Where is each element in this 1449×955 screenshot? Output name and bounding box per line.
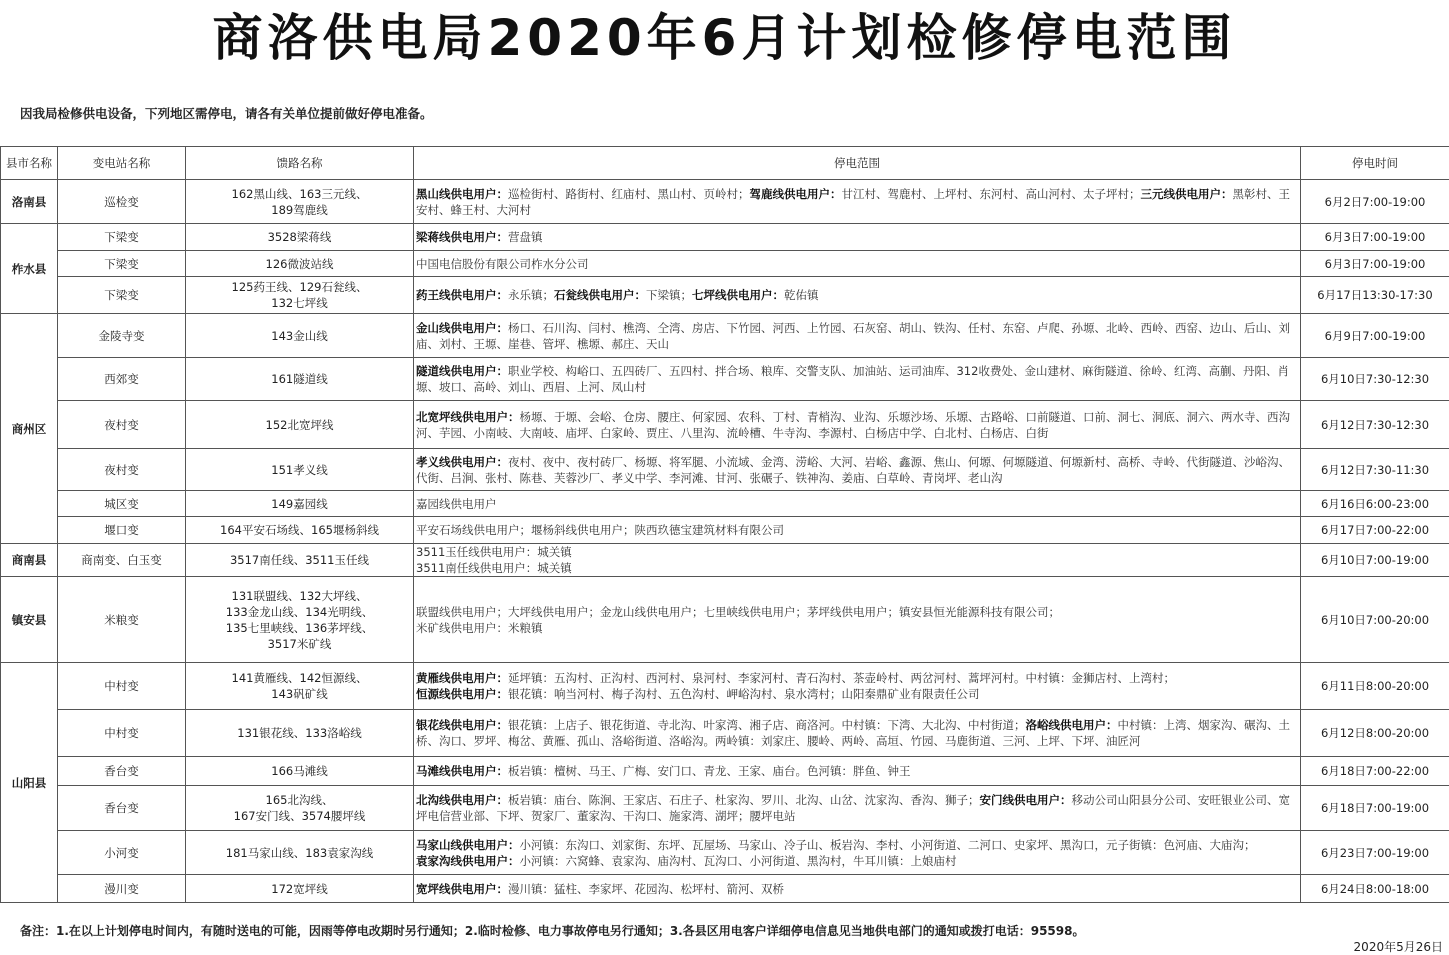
feeder-cell (186, 358, 414, 401)
feeder-line: 131联盟线、132大坪线、 (188, 588, 411, 604)
county-cell: 柞水县 (1, 224, 58, 314)
feeder-line: 166马滩线 (188, 763, 411, 779)
feeder-cell (186, 517, 414, 544)
scope-cell (414, 358, 1301, 401)
table-body (1, 180, 1449, 903)
feeder-line: 164平安石场线、165堰杨斜线 (188, 522, 411, 538)
scope-label: 隧道线供电用户： (416, 364, 508, 378)
scope-label: 安门线供电用户： (980, 793, 1072, 807)
scope-text: 甘江村、驾鹿村、上坪村、东河村、高山河村、太子坪村； (842, 187, 1141, 201)
time-cell: 6月16日6:00-23:00 (1301, 491, 1449, 517)
scope-cell (414, 180, 1301, 224)
scope-label: 马滩线供电用户： (416, 764, 508, 778)
table-row (1, 314, 1449, 358)
table-row (1, 786, 1449, 831)
table-row (1, 875, 1449, 903)
feeder-line: 152北宽坪线 (188, 417, 411, 433)
feeder-cell (186, 831, 414, 875)
county-cell: 商州区 (1, 314, 58, 544)
table-row (1, 577, 1449, 663)
scope-cell (414, 277, 1301, 314)
time-cell: 6月17日13:30-17:30 (1301, 277, 1449, 314)
feeder-line: 3517南任线、3511玉任线 (188, 552, 411, 568)
scope-cell (414, 491, 1301, 517)
scope-text: 漫川镇：猛柱、李家坪、花园沟、松坪村、箭河、双桥 (508, 882, 784, 896)
scope-cell (414, 314, 1301, 358)
time-cell: 6月12日7:30-11:30 (1301, 449, 1449, 491)
substation-cell: 夜村变 (58, 449, 186, 491)
scope-text: 联盟线供电用户；大坪线供电用户；金龙山线供电用户；七里峡线供电用户；茅坪线供电用户；镇安县恒光能源科技有限公司； (416, 605, 1060, 619)
scope-label: 药王线供电用户： (416, 288, 508, 302)
feeder-line: 149嘉园线 (188, 496, 411, 512)
county-cell: 山阳县 (1, 663, 58, 903)
scope-text: 夜村、夜中、夜村砖厂、杨塬、将军腿、小流域、金湾、涝峪、大河、岩峪、鑫源、焦山、何塬、何塬隧道、何塬新村、高桥、寺岭、代街隧道、沙峪沟、代街、吕涧、张村、陈巷、芙蓉沙厂、孝义中学、李河滩、甘河、张碾子、铁神沟、姜庙、白草岭、青岗坪、老山沟 (416, 455, 1290, 485)
time-cell: 6月10日7:00-20:00 (1301, 577, 1449, 663)
feeder-cell (186, 710, 414, 757)
scope-cell (414, 224, 1301, 251)
intro-text: 因我局检修供电设备，下列地区需停电，请各有关单位提前做好停电准备。 (20, 104, 433, 122)
substation-cell: 堰口变 (58, 517, 186, 544)
substation-cell: 夜村变 (58, 401, 186, 449)
scope-label: 银花线供电用户： (416, 718, 508, 732)
time-cell: 6月11日8:00-20:00 (1301, 663, 1449, 710)
table-row (1, 757, 1449, 786)
feeder-cell (186, 577, 414, 663)
feeder-line: 132七坪线 (188, 295, 411, 311)
feeder-cell (186, 449, 414, 491)
feeder-line: 165北沟线、 (188, 792, 411, 808)
time-cell: 6月3日7:00-19:00 (1301, 224, 1449, 251)
scope-cell (414, 875, 1301, 903)
scope-cell (414, 401, 1301, 449)
feeder-line: 143矾矿线 (188, 686, 411, 702)
scope-text: 黑彰村、王安村、蜂王村、大河村 (416, 187, 1290, 217)
scope-text: 3511南任线供电用户：城关镇 (416, 561, 572, 575)
feeder-cell (186, 875, 414, 903)
scope-cell (414, 577, 1301, 663)
time-cell: 6月23日7:00-19:00 (1301, 831, 1449, 875)
scope-text: 小河镇：东沟口、刘家街、东坪、瓦屋场、马家山、冷子山、板岩沟、李村、小河街道、二河口、史家坪、黑沟口，元子街镇：色河庙、大庙沟； (520, 838, 1256, 852)
time-cell: 6月12日8:00-20:00 (1301, 710, 1449, 757)
scope-label: 梁蒋线供电用户： (416, 230, 508, 244)
scope-text: 米矿线供电用户：米粮镇 (416, 621, 543, 635)
scope-text: 巡检街村、路街村、红庙村、黑山村、页岭村； (508, 187, 750, 201)
substation-cell: 中村变 (58, 663, 186, 710)
feeder-line: 143金山线 (188, 328, 411, 344)
table-row (1, 517, 1449, 544)
scope-text: 职业学校、构峪口、五四砖厂、五四村、拌合场、粮库、交警支队、加油站、运司油库、312收费处、金山建材、麻街隧道、徐岭、红湾、高蒯、丹阳、肖塬、坡口、高岭、刘山、西眉、上河、凤山村 (416, 364, 1289, 394)
scope-text: 嘉园线供电用户 (416, 497, 497, 511)
feeder-cell (186, 251, 414, 277)
scope-text: 杨塬、于塬、会峪、仓房、腰庄、何家园、农科、丁村、青梢沟、业沟、乐塬沙场、乐塬、古路峪、口前隧道、口前、洞七、洞底、洞六、两水寺、西沟河、芋园、小南岐、大南岐、庙坪、白家岭、贾庄、八里沟、流岭槽、牛寺沟、李源村、白杨店中学、白北村、白杨店、白街 (416, 410, 1290, 440)
feeder-cell (186, 180, 414, 224)
scope-text: 平安石场线供电用户；堰杨斜线供电用户；陕西玖德宝建筑材料有限公司 (416, 523, 784, 537)
time-cell: 6月10日7:30-12:30 (1301, 358, 1449, 401)
time-cell: 6月17日7:00-22:00 (1301, 517, 1449, 544)
substation-cell: 商南变、白玉变 (58, 544, 186, 577)
scope-label: 洛峪线供电用户： (1026, 718, 1118, 732)
header-time: 停电时间 (1301, 147, 1449, 180)
feeder-line: 126微波站线 (188, 256, 411, 272)
scope-text: 杨口、石川沟、闫村、樵湾、仝湾、房店、下竹园、河西、上竹园、石灰窑、胡山、铁沟、任村、东窑、卢爬、孙塬、北岭、西岭、西窑、边山、后山、刘庙、刘村、王塬、崖巷、管坪、樵塬、郝庄、天山 (416, 321, 1290, 351)
feeder-cell (186, 224, 414, 251)
scope-label: 金山线供电用户： (416, 321, 508, 335)
scope-cell (414, 517, 1301, 544)
feeder-line: 162黑山线、163三元线、 (188, 186, 411, 202)
header-scope: 停电范围 (414, 147, 1301, 180)
county-cell: 镇安县 (1, 577, 58, 663)
feeder-line: 133金龙山线、134光明线、 (188, 604, 411, 620)
substation-cell: 小河变 (58, 831, 186, 875)
time-cell: 6月10日7:00-19:00 (1301, 544, 1449, 577)
scope-cell (414, 831, 1301, 875)
feeder-line: 161隧道线 (188, 371, 411, 387)
scope-text: 小河镇：六窝蜂、袁家沟、庙沟村、瓦沟口、小河街道、黑沟村，牛耳川镇：上娘庙村 (520, 854, 957, 868)
scope-cell (414, 251, 1301, 277)
feeder-cell (186, 401, 414, 449)
table-row (1, 544, 1449, 577)
scope-label: 石瓮线供电用户： (554, 288, 646, 302)
scope-text: 中村镇：上湾、烟家沟、碾沟、土桥、沟口、罗坪、梅岔、黄雁、孤山、洛峪街道、洛峪沟。两岭镇：刘家庄、腰岭、两岭、高垣、竹园、马鹿街道、三河、上坪、下坪、油匠河 (416, 718, 1290, 748)
substation-cell: 巡检变 (58, 180, 186, 224)
scope-label: 孝义线供电用户： (416, 455, 508, 469)
feeder-line: 181马家山线、183袁家沟线 (188, 845, 411, 861)
feeder-cell (186, 544, 414, 577)
scope-text: 延坪镇：五沟村、正沟村、西河村、泉河村、李家河村、青石沟村、茶壶岭村、两岔河村、蒿坪河村。中村镇：金狮店村、上湾村； (508, 671, 1175, 685)
time-cell: 6月24日8:00-18:00 (1301, 875, 1449, 903)
scope-label: 驾鹿线供电用户： (750, 187, 842, 201)
scope-text: 中国电信股份有限公司柞水分公司 (416, 257, 589, 271)
feeder-cell (186, 277, 414, 314)
feeder-line: 167安门线、3574腰坪线 (188, 808, 411, 824)
time-cell: 6月18日7:00-19:00 (1301, 786, 1449, 831)
table-header-row (1, 147, 1449, 180)
scope-cell (414, 757, 1301, 786)
time-cell: 6月3日7:00-19:00 (1301, 251, 1449, 277)
scope-text: 3511玉任线供电用户：城关镇 (416, 545, 572, 559)
scope-label: 袁家沟线供电用户： (416, 854, 520, 868)
issue-date: 2020年5月26日 (1354, 938, 1443, 955)
footnote: 备注：1.在以上计划停电时间内，有随时送电的可能，因雨等停电改期时另行通知；2.临时检修、电力事故停电另行通知；3.各县区用电客户详细停电信息见当地供电部门的通知或拨打电话：95598。 (20, 922, 1084, 939)
header-county: 县市名称 (1, 147, 58, 180)
outage-table (0, 146, 1449, 903)
substation-cell: 金陵寺变 (58, 314, 186, 358)
table-row (1, 224, 1449, 251)
scope-text: 乾佑镇 (784, 288, 819, 302)
feeder-line: 172宽坪线 (188, 881, 411, 897)
substation-cell: 中村变 (58, 710, 186, 757)
scope-text: 银花镇：上店子、银花街道、寺北沟、叶家湾、湘子店、商洛河。中村镇：下湾、大北沟、中村街道； (508, 718, 1026, 732)
scope-text: 板岩镇：檀树、马王、广梅、安门口、青龙、王家、庙台。色河镇：胖鱼、钟王 (508, 764, 911, 778)
table-row (1, 358, 1449, 401)
scope-label: 七坪线供电用户： (692, 288, 784, 302)
feeder-line: 3517米矿线 (188, 636, 411, 652)
feeder-line: 3528梁蒋线 (188, 229, 411, 245)
header-feeder: 馈路名称 (186, 147, 414, 180)
scope-label: 黑山线供电用户： (416, 187, 508, 201)
table-row (1, 663, 1449, 710)
scope-label: 北沟线供电用户： (416, 793, 508, 807)
scope-cell (414, 710, 1301, 757)
table-row (1, 277, 1449, 314)
scope-cell (414, 544, 1301, 577)
scope-cell (414, 663, 1301, 710)
table-row (1, 251, 1449, 277)
table-row (1, 401, 1449, 449)
table-row (1, 710, 1449, 757)
scope-label: 黄雁线供电用户： (416, 671, 508, 685)
feeder-line: 141黄雁线、142恒源线、 (188, 670, 411, 686)
table-row (1, 491, 1449, 517)
feeder-cell (186, 314, 414, 358)
substation-cell: 米粮变 (58, 577, 186, 663)
scope-label: 北宽坪线供电用户： (416, 410, 520, 424)
table-row (1, 449, 1449, 491)
time-cell: 6月18日7:00-22:00 (1301, 757, 1449, 786)
feeder-line: 189驾鹿线 (188, 202, 411, 218)
county-cell: 商南县 (1, 544, 58, 577)
scope-text: 板岩镇：庙台、陈涧、王家店、石庄子、杜家沟、罗川、北沟、山岔、沈家沟、香沟、狮子； (508, 793, 980, 807)
substation-cell: 下梁变 (58, 224, 186, 251)
scope-text: 银花镇：响当河村、梅子沟村、五色沟村、岬峪沟村、泉水湾村；山阳秦鼎矿业有限责任公司 (508, 687, 980, 701)
feeder-cell (186, 491, 414, 517)
county-cell: 洛南县 (1, 180, 58, 224)
scope-label: 宽坪线供电用户： (416, 882, 508, 896)
substation-cell: 西郊变 (58, 358, 186, 401)
table-row (1, 831, 1449, 875)
page-title: 商洛供电局2020年6月计划检修停电范围 (0, 6, 1449, 70)
scope-label: 恒源线供电用户： (416, 687, 508, 701)
time-cell: 6月2日7:00-19:00 (1301, 180, 1449, 224)
scope-text: 下梁镇； (646, 288, 692, 302)
scope-text: 移动公司山阳县分公司、安旺银业公司、宽坪电信营业部、下坪、贺家厂、董家沟、干沟口、施家湾、湖坪；腰坪电站 (416, 793, 1290, 823)
time-cell: 6月12日7:30-12:30 (1301, 401, 1449, 449)
feeder-line: 125药王线、129石瓮线、 (188, 279, 411, 295)
feeder-cell (186, 786, 414, 831)
scope-cell (414, 786, 1301, 831)
feeder-line: 135七里峡线、136茅坪线、 (188, 620, 411, 636)
feeder-line: 131银花线、133洛峪线 (188, 725, 411, 741)
scope-text: 永乐镇； (508, 288, 554, 302)
header-substation: 变电站名称 (58, 147, 186, 180)
scope-label: 马家山线供电用户： (416, 838, 520, 852)
substation-cell: 下梁变 (58, 251, 186, 277)
substation-cell: 香台变 (58, 786, 186, 831)
scope-cell (414, 449, 1301, 491)
scope-text: 营盘镇 (508, 230, 543, 244)
substation-cell: 漫川变 (58, 875, 186, 903)
substation-cell: 城区变 (58, 491, 186, 517)
scope-label: 三元线供电用户： (1141, 187, 1233, 201)
table-row (1, 180, 1449, 224)
feeder-line: 151孝义线 (188, 462, 411, 478)
time-cell: 6月9日7:00-19:00 (1301, 314, 1449, 358)
feeder-cell (186, 757, 414, 786)
substation-cell: 下梁变 (58, 277, 186, 314)
feeder-cell (186, 663, 414, 710)
substation-cell: 香台变 (58, 757, 186, 786)
